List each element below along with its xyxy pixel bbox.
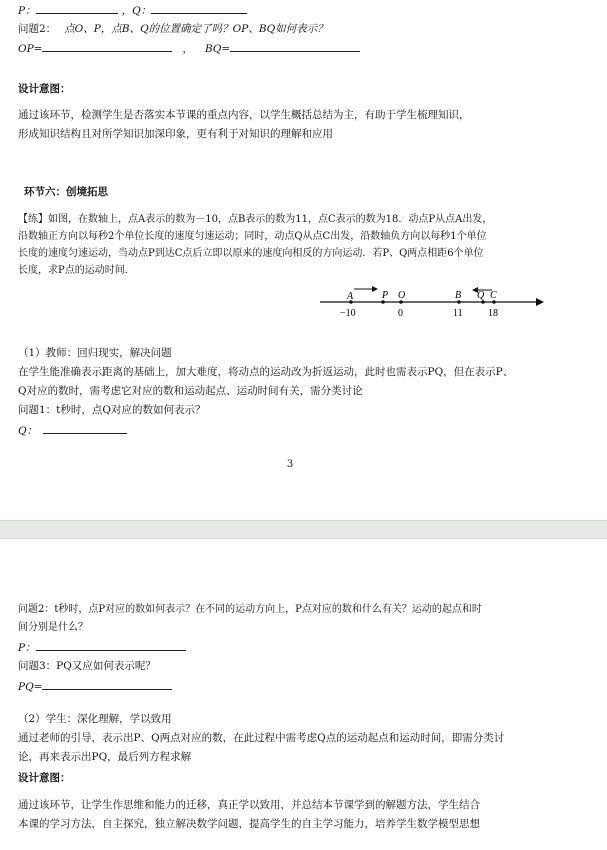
q1-answer-label: Q： (18, 425, 38, 437)
point-p-label: P (382, 290, 389, 301)
point-o-label: O (398, 290, 406, 301)
teacher-text-b: Q对应的数时，需考虑它对应的数和运动起点、运动时间有关，需分类讨论 (18, 385, 363, 397)
page2-p-answer-line (18, 640, 186, 655)
section-six-title: 环节六：创境拓思 (24, 186, 108, 198)
student-text-b: 论，再来表示出PQ，最后列方程求解 (18, 751, 192, 763)
q1-answer-blank[interactable] (43, 423, 127, 434)
point-b-label: B (455, 290, 462, 301)
tick-label-11: 11 (453, 308, 463, 319)
point-q-label: Q (477, 290, 485, 301)
op-bq-separator: ， (182, 43, 193, 55)
q1-answer-line (18, 423, 127, 438)
design-intent-heading-2: 设计意图： (18, 772, 71, 784)
tick-label-neg10: −10 (340, 308, 356, 319)
teacher-text-a: 在学生能准确表示距离的基础上，加大难度，将动点的运动改为折返运动，此时也需表示PQ，但在表示P、 (18, 366, 514, 378)
exercise-line-3: 长度的速度匀速运动，当动点P到达C点后立即以原来的速度向相反的方向运动．若P、Q两点相距6个单位 (18, 248, 484, 259)
student-heading: （2）学生：深化理解，学以致用 (18, 713, 172, 725)
point-a-label: A (347, 291, 354, 302)
exercise-line-4: 长度，求P点的运动时间． (18, 265, 135, 276)
page2-p-answer-blank[interactable] (36, 640, 186, 651)
page-break-divider (0, 520, 607, 539)
question-2-text: 点O、P，点B、Q的位置确定了吗？OP、BQ如何表示？ (64, 23, 328, 35)
bq-answer-blank[interactable] (230, 41, 360, 52)
pq-answer-label: PQ= (18, 681, 43, 693)
op-bq-answer-line (18, 41, 360, 56)
bq-label: BQ= (204, 43, 231, 55)
tick-label-18: 18 (488, 308, 498, 319)
question-1-text: 问题1：t秒时，点Q对应的数如何表示？ (18, 404, 206, 416)
page2-p-label: P： (18, 642, 36, 654)
op-label: OP= (18, 43, 43, 55)
teacher-heading: （1）教师：回归现实，解决问题 (18, 347, 172, 359)
design-intent-text-2a: 通过该环节，让学生作思维和能力的迁移，真正学以致用，并总结本节课学到的解题方法，学生结合 (18, 799, 480, 811)
design-intent-text-1b: 形成知识结构且对所学知识加深印象，更有利于对知识的理解和应用 (18, 128, 333, 140)
tick-label-0: 0 (398, 308, 403, 319)
page2-question-2-line-b: 间分别是什么？ (18, 622, 88, 633)
design-intent-text-2b: 本课的学习方法，自主探究，独立解决数学问题，提高学生的自主学习能力，培养学生数学模型思想 (18, 818, 480, 830)
point-c-label: C (490, 290, 497, 301)
q-label: ，Q： (121, 5, 152, 17)
question-2-line (18, 22, 328, 36)
exercise-line-2: 沿数轴正方向以每秒2个单位长度的速度匀速运动；同时，动点Q从点C出发，沿数轴负方向以每秒1个单位 (18, 231, 487, 242)
p-label: P： (18, 5, 36, 17)
p-answer-blank[interactable] (36, 3, 118, 14)
p-q-answer-line (18, 3, 247, 18)
exercise-line-1: 【练】如图，在数轴上，点A表示的数为－10，点B表示的数为11，点C表示的数为18．动点P从点A出发， (18, 214, 493, 225)
design-intent-text-1a: 通过该环节，检测学生是否落实本节课的重点内容，以学生概括总结为主，有助于学生梳理知识， (18, 109, 470, 121)
op-answer-blank[interactable] (42, 41, 172, 52)
page2-question-2-line-a: 问题2：t秒时，点P对应的数如何表示？在不同的运动方向上，P点对应的数和什么有关？运动的起点和时 (18, 604, 482, 615)
q-answer-blank[interactable] (151, 3, 247, 14)
design-intent-heading-1: 设计意图： (18, 83, 71, 95)
axis-arrowhead (536, 298, 544, 306)
question-2-prefix: 问题2： (18, 23, 57, 35)
page-number: 3 (286, 459, 294, 470)
pq-answer-blank[interactable] (42, 679, 172, 690)
pq-answer-line (18, 679, 172, 694)
p-direction-arrowhead (372, 286, 378, 292)
question-3-text: 问题3：PQ又应如何表示呢？ (18, 660, 156, 672)
student-text-a: 通过老师的引导，表示出P、Q两点对应的数，在此过程中需考虑Q点的运动起点和运动时间，即需分类讨 (18, 732, 505, 744)
number-line-figure (318, 282, 548, 322)
